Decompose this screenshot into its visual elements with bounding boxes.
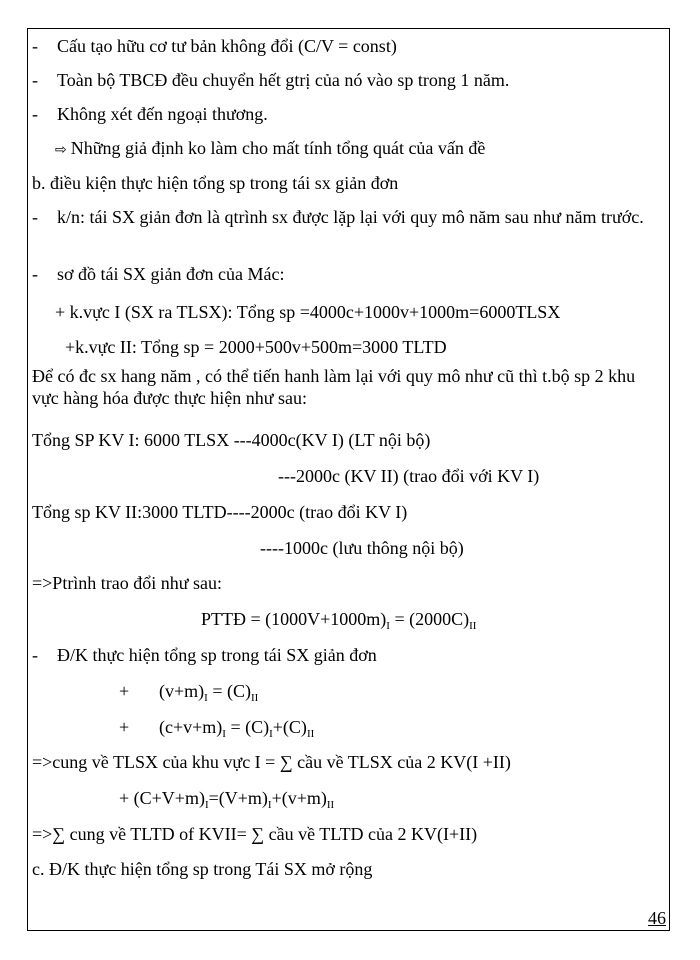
line-text: sơ đồ tái SX giản đơn của Mác: <box>57 264 285 284</box>
plus-sign: + <box>119 717 130 737</box>
conclusion-line <box>55 137 485 161</box>
formula-body <box>159 716 314 738</box>
formula-text: PTTĐ = (1000V+1000m) <box>201 609 387 629</box>
dash: - <box>32 264 38 284</box>
dash: - <box>32 36 38 56</box>
dash: - <box>32 207 38 227</box>
sector-line: +k.vực II: Tổng sp = 2000+500v+500m=3000 TLTD <box>65 337 447 357</box>
formula-body <box>159 680 258 702</box>
section-heading: b. điều kiện thực hiện tổng sp trong tái sx giản đơn <box>32 173 399 193</box>
subscript: II <box>306 728 315 740</box>
formula-text: (c+v+m) <box>159 717 223 737</box>
formula-text: = (C) <box>207 681 251 701</box>
subscript: II <box>469 620 477 632</box>
page-number: 46 <box>648 908 666 928</box>
text-line: Tổng SP KV I: 6000 TLSX ---4000c(KV I) (LT nội bộ) <box>32 430 431 450</box>
line-text: k/n: tái SX giản đơn là qtrình sx được lặp lại với quy mô năm sau như năm trước. <box>57 207 644 227</box>
right-arrow-icon: ⇨ <box>55 142 67 158</box>
subscript: I <box>269 728 273 740</box>
line-text: Cấu tạo hữu cơ tư bản không đổi (C/V = const) <box>57 36 397 56</box>
sector-line: + k.vực I (SX ra TLSX): Tổng sp =4000c+1000v+1000m=6000TLSX <box>55 302 561 322</box>
formula-text: (v+m) <box>159 681 205 701</box>
plus-sign: + <box>119 681 130 701</box>
subscript: I <box>204 799 209 811</box>
line-text: Những giả định ko làm cho mất tính tổng quát của vấn đề <box>70 138 486 158</box>
formula-text: = (2000C) <box>389 609 470 629</box>
text-line: ----1000c (lưu thông nội bộ) <box>260 538 464 558</box>
dash: - <box>32 104 38 124</box>
page-frame <box>27 28 670 931</box>
dash: - <box>32 70 38 90</box>
line-text: Không xét đến ngoại thương. <box>57 104 268 124</box>
text-line: =>cung về TLSX của khu vực I = ∑ cầu về TLSX của 2 KV(I +II) <box>32 752 511 772</box>
text-line: =>Ptrình trao đổi như sau: <box>32 573 223 593</box>
formula-text: =(V+m) <box>208 788 268 808</box>
formula <box>119 680 259 704</box>
bullet-line <box>32 206 666 250</box>
section-heading: c. Đ/K thực hiện tổng sp trong Tái SX mở rộng <box>32 859 373 879</box>
subscript: I <box>222 728 226 740</box>
paragraph: Để có đc sx hang năm , có thể tiến hanh làm lại với quy mô như cũ thì t.bộ sp 2 khu vực hàng hóa được thực hiện như sau: <box>32 366 636 408</box>
subscript: II <box>250 692 259 704</box>
formula <box>201 608 476 630</box>
formula <box>119 787 334 809</box>
text-line: ---2000c (KV II) (trao đổi với KV I) <box>278 466 540 486</box>
formula-text: +(C) <box>272 717 307 737</box>
dash: - <box>32 645 38 665</box>
text-line: Tổng sp KV II:3000 TLTD----2000c (trao đổi KV I) <box>32 502 408 522</box>
line-text: Toàn bộ TBCĐ đều chuyển hết gtrị của nó vào sp trong 1 năm. <box>57 70 510 90</box>
formula-text: + (C+V+m) <box>119 788 205 808</box>
line-text: Đ/K thực hiện tổng sp trong tái SX giản đơn <box>57 645 377 665</box>
formula-text: +(v+m) <box>271 788 327 808</box>
text-line: =>∑ cung về TLTD of KVII= ∑ cầu về TLTD của 2 KV(I+II) <box>32 824 478 844</box>
formula <box>119 716 315 740</box>
subscript: I <box>267 799 272 811</box>
subscript: I <box>204 692 208 704</box>
formula-text: = (C) <box>225 717 270 737</box>
subscript: I <box>386 620 390 632</box>
subscript: II <box>326 799 335 811</box>
